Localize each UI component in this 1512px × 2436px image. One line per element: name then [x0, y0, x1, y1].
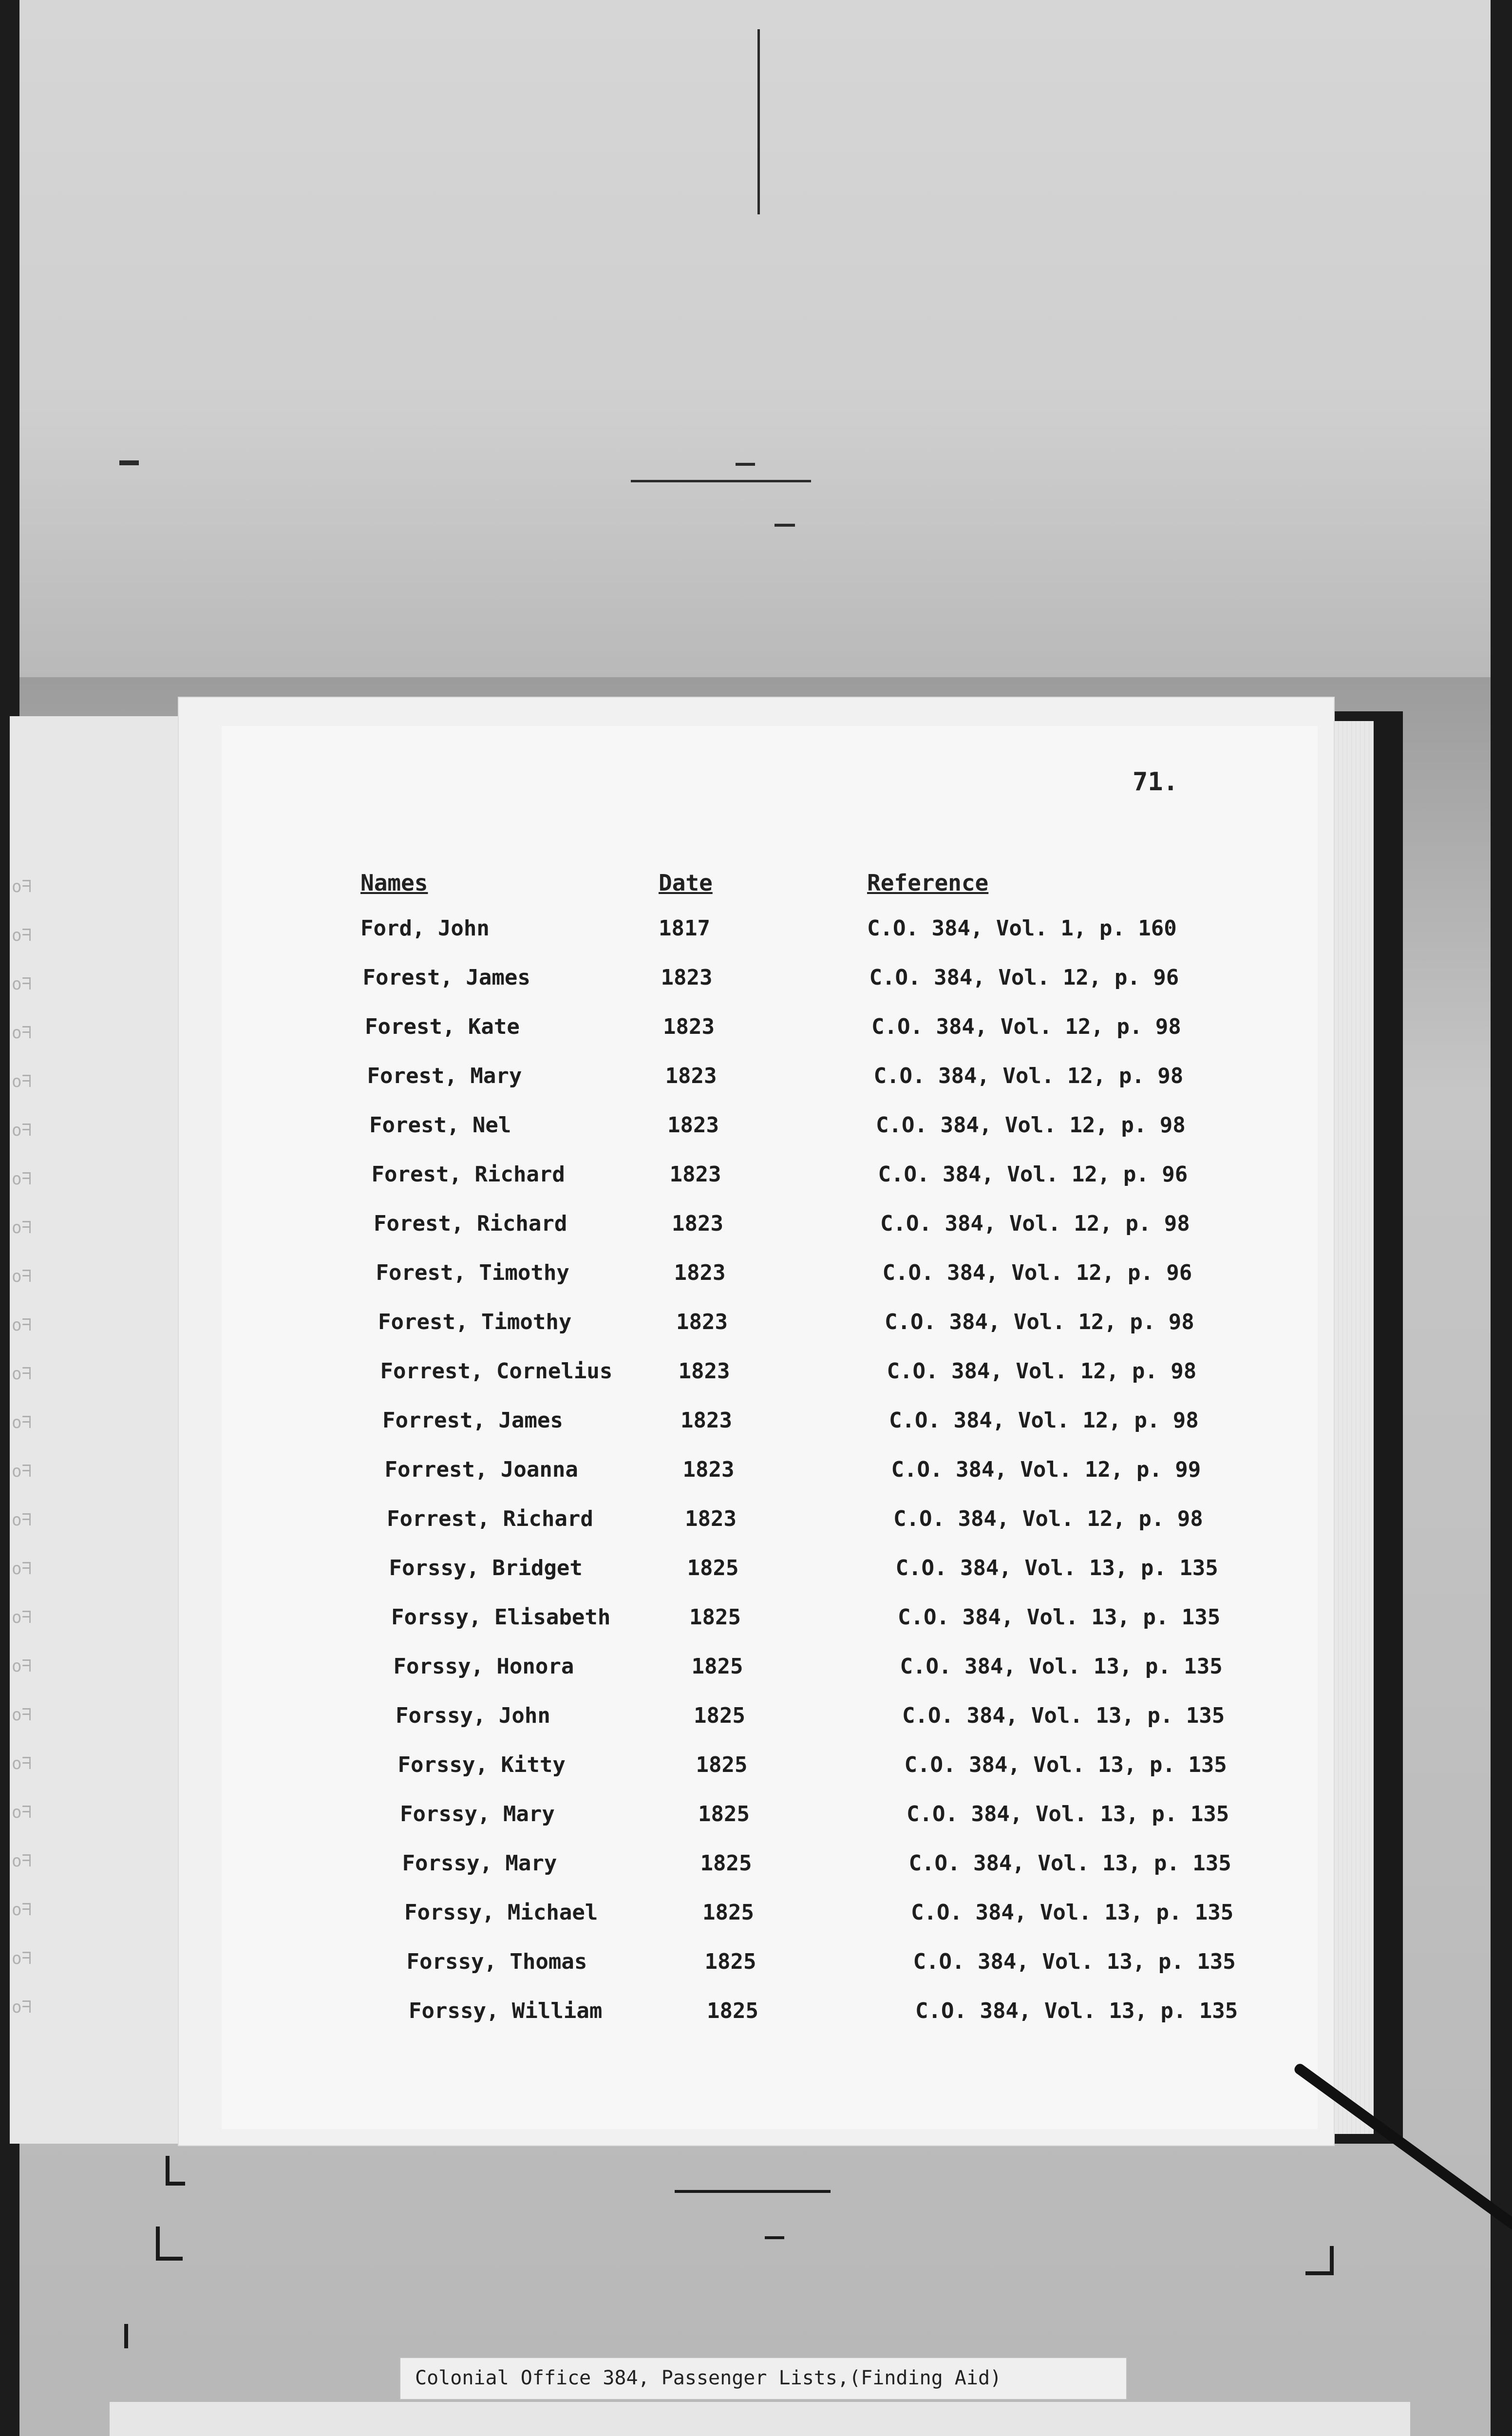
table-row	[26, 1506, 1512, 1536]
table-row	[0, 916, 1512, 945]
row-name: Forssy, Honora	[393, 1654, 574, 1679]
row-reference: C.O. 384, Vol. 13, p. 135	[898, 1605, 1221, 1630]
table-row	[48, 1998, 1512, 2028]
board-mark	[124, 2324, 128, 2348]
row-reference: C.O. 384, Vol. 12, p. 98	[876, 1113, 1186, 1138]
table-row	[20, 1359, 1512, 1388]
table-row	[11, 1162, 1512, 1191]
row-reference: C.O. 384, Vol. 12, p. 98	[893, 1506, 1203, 1531]
row-reference: C.O. 384, Vol. 13, p. 135	[911, 1900, 1234, 1925]
corner-mark	[1330, 2246, 1334, 2275]
row-name: Forssy, Bridget	[389, 1556, 583, 1580]
corner-mark	[1305, 2271, 1334, 2275]
row-date: 1823	[676, 1310, 728, 1334]
row-name: Ford, John	[360, 916, 490, 941]
table-row	[44, 1900, 1512, 1929]
row-date: 1823	[682, 1457, 735, 1482]
table-row	[46, 1949, 1512, 1979]
table-row	[16, 1260, 1512, 1290]
row-date: 1823	[669, 1162, 721, 1187]
row-date: 1823	[680, 1408, 732, 1433]
row-reference: C.O. 384, Vol. 12, p. 96	[878, 1162, 1188, 1187]
row-date: 1825	[696, 1752, 748, 1777]
row-date: 1823	[685, 1506, 737, 1531]
board-mark	[119, 460, 139, 465]
row-reference: C.O. 384, Vol. 12, p. 96	[882, 1260, 1192, 1285]
backdrop-board	[0, 0, 1512, 677]
row-date: 1823	[663, 1014, 715, 1039]
row-name: Forest, Timothy	[378, 1310, 572, 1334]
row-name: Forest, James	[362, 965, 530, 990]
row-date: 1823	[674, 1260, 726, 1285]
row-name: Forrest, James	[382, 1408, 563, 1433]
row-name: Forrest, Joanna	[384, 1457, 578, 1482]
row-reference: C.O. 384, Vol. 12, p. 96	[869, 965, 1179, 990]
board-mark	[736, 463, 755, 466]
table-row	[42, 1851, 1512, 1880]
archives-label	[110, 2402, 1410, 2436]
row-name: Forest, Richard	[374, 1211, 567, 1236]
board-mark	[765, 2236, 784, 2239]
board-mark	[775, 524, 795, 527]
row-date: 1823	[678, 1359, 730, 1384]
row-reference: C.O. 384, Vol. 13, p. 135	[913, 1949, 1236, 1974]
row-reference: C.O. 384, Vol. 12, p. 98	[887, 1359, 1197, 1384]
row-name: Forssy, Thomas	[406, 1949, 587, 1974]
board-mark	[757, 29, 760, 214]
row-name: Forest, Nel	[369, 1113, 511, 1138]
row-reference: C.O. 384, Vol. 12, p. 98	[880, 1211, 1190, 1236]
row-name: Forssy, John	[396, 1703, 550, 1728]
table-row	[35, 1703, 1512, 1732]
corner-mark	[166, 2156, 170, 2185]
row-reference: C.O. 384, Vol. 13, p. 135	[907, 1802, 1229, 1827]
row-date: 1817	[659, 916, 710, 941]
row-reference: C.O. 384, Vol. 12, p. 98	[885, 1310, 1194, 1334]
table-row	[22, 1408, 1512, 1437]
table-row	[39, 1802, 1512, 1831]
table-row	[9, 1113, 1512, 1142]
corner-mark	[156, 2227, 160, 2261]
corner-mark	[156, 2257, 183, 2261]
table-row	[31, 1605, 1512, 1634]
row-reference: C.O. 384, Vol. 13, p. 135	[915, 1998, 1238, 2023]
row-date: 1823	[667, 1113, 719, 1138]
row-name: Forest, Richard	[371, 1162, 565, 1187]
table-row	[7, 1064, 1512, 1093]
row-date: 1825	[702, 1900, 754, 1925]
table-row	[38, 1752, 1512, 1782]
row-name: Forssy, Kitty	[397, 1752, 566, 1777]
column-header-reference: Reference	[867, 870, 989, 896]
row-date: 1825	[687, 1556, 739, 1580]
row-date: 1825	[700, 1851, 752, 1876]
row-name: Forrest, Cornelius	[380, 1359, 613, 1384]
board-mark	[675, 2190, 831, 2193]
row-name: Forssy, Michael	[404, 1900, 598, 1925]
row-reference: C.O. 384, Vol. 13, p. 135	[900, 1654, 1223, 1679]
row-name: Forest, Timothy	[376, 1260, 569, 1285]
table-row	[24, 1457, 1512, 1486]
page-number: 71.	[1133, 767, 1178, 797]
left-page: ᖴo ᖴo ᖴo ᖴo ᖴo ᖴo ᖴo ᖴo ᖴo ᖴo ᖴo ᖴo ᖴo ᖴo ᖴo ᖴo ᖴo ᖴo ᖴo ᖴo ᖴo ᖴo ᖴo ᖴo	[10, 716, 188, 2144]
table-row	[18, 1310, 1512, 1339]
row-date: 1823	[665, 1064, 717, 1088]
row-reference: C.O. 384, Vol. 12, p. 98	[889, 1408, 1199, 1433]
row-reference: C.O. 384, Vol. 13, p. 135	[895, 1556, 1218, 1580]
row-date: 1823	[672, 1211, 723, 1236]
table-row	[13, 1211, 1512, 1240]
row-name: Forssy, William	[409, 1998, 603, 2023]
row-date: 1825	[698, 1802, 750, 1827]
column-header-date: Date	[659, 870, 713, 896]
table-row	[29, 1556, 1512, 1585]
column-header-names: Names	[360, 870, 428, 896]
row-name: Forrest, Richard	[387, 1506, 593, 1531]
row-date: 1825	[691, 1654, 743, 1679]
row-date: 1825	[689, 1605, 741, 1630]
caption-text: Colonial Office 384, Passenger Lists,(Finding Aid)	[415, 2367, 1002, 2389]
table-row	[33, 1654, 1512, 1683]
row-date: 1825	[707, 1998, 758, 2023]
row-reference: C.O. 384, Vol. 12, p. 98	[871, 1014, 1181, 1039]
row-reference: C.O. 384, Vol. 13, p. 135	[904, 1752, 1227, 1777]
row-name: Forest, Kate	[365, 1014, 520, 1039]
row-reference: C.O. 384, Vol. 13, p. 135	[908, 1851, 1231, 1876]
row-name: Forssy, Mary	[400, 1802, 555, 1827]
row-name: Forest, Mary	[367, 1064, 522, 1088]
caption-strip	[399, 2357, 1127, 2400]
row-name: Forssy, Elisabeth	[391, 1605, 611, 1630]
row-name: Forssy, Mary	[402, 1851, 557, 1876]
row-date: 1825	[694, 1703, 745, 1728]
row-reference: C.O. 384, Vol. 12, p. 99	[891, 1457, 1201, 1482]
row-reference: C.O. 384, Vol. 1, p. 160	[867, 916, 1177, 941]
row-reference: C.O. 384, Vol. 13, p. 135	[902, 1703, 1225, 1728]
corner-mark	[166, 2182, 185, 2186]
table-row	[2, 965, 1512, 994]
row-date: 1825	[704, 1949, 756, 1974]
board-mark	[631, 480, 811, 482]
row-date: 1823	[661, 965, 713, 990]
row-reference: C.O. 384, Vol. 12, p. 98	[873, 1064, 1184, 1088]
table-row	[4, 1014, 1512, 1044]
